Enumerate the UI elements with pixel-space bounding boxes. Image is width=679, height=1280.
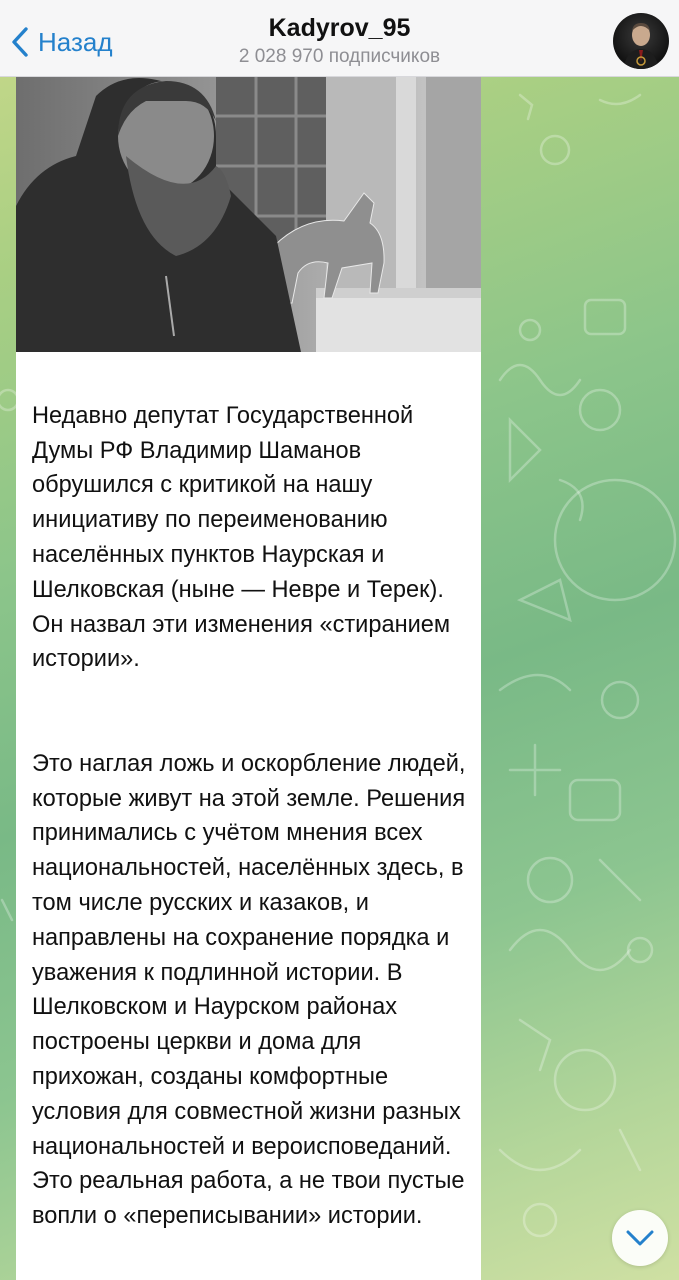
back-label: Назад [38, 26, 113, 57]
channel-avatar[interactable] [613, 13, 669, 69]
channel-post [16, 76, 481, 1280]
chat-header [0, 0, 679, 77]
post-text [32, 364, 472, 1280]
post-photo[interactable] [16, 76, 481, 352]
subscriber-count: 2 028 970 подписчиков [238, 46, 441, 67]
avatar-portrait [613, 13, 669, 69]
chevron-down-icon [625, 1229, 655, 1247]
post-paragraph: Это наглая ложь и оскорбление людей, которые живут на этой земле. Решения принимались с учётом мнения всех национальностей, населённых здесь, в том числе русских и казаков, и направлены на сохранение порядка и уважения к подлинной истории. В Шелковском и Наурском районах построены церкви и дома для прихожан, созданы комфортные условия для совместной жизни разных национальностей и вероисповеданий. Это реальная работа, а не твои пустые вопли о «переписывании» истории. [32, 750, 466, 1230]
channel-info[interactable] [0, 12, 679, 69]
scroll-to-bottom-button[interactable] [612, 1210, 668, 1266]
post-paragraph: Недавно депутат Государственной Думы РФ Владимир Шаманов обрушился с критикой на нашу инициативу по переименованию населённых пунктов Наурская и Шелковская (ныне — Невре и Терек). Он назвал эти изменения «стиранием истории». [32, 402, 451, 673]
channel-title: Kadyrov_95 [268, 14, 411, 42]
post-image [16, 76, 481, 352]
